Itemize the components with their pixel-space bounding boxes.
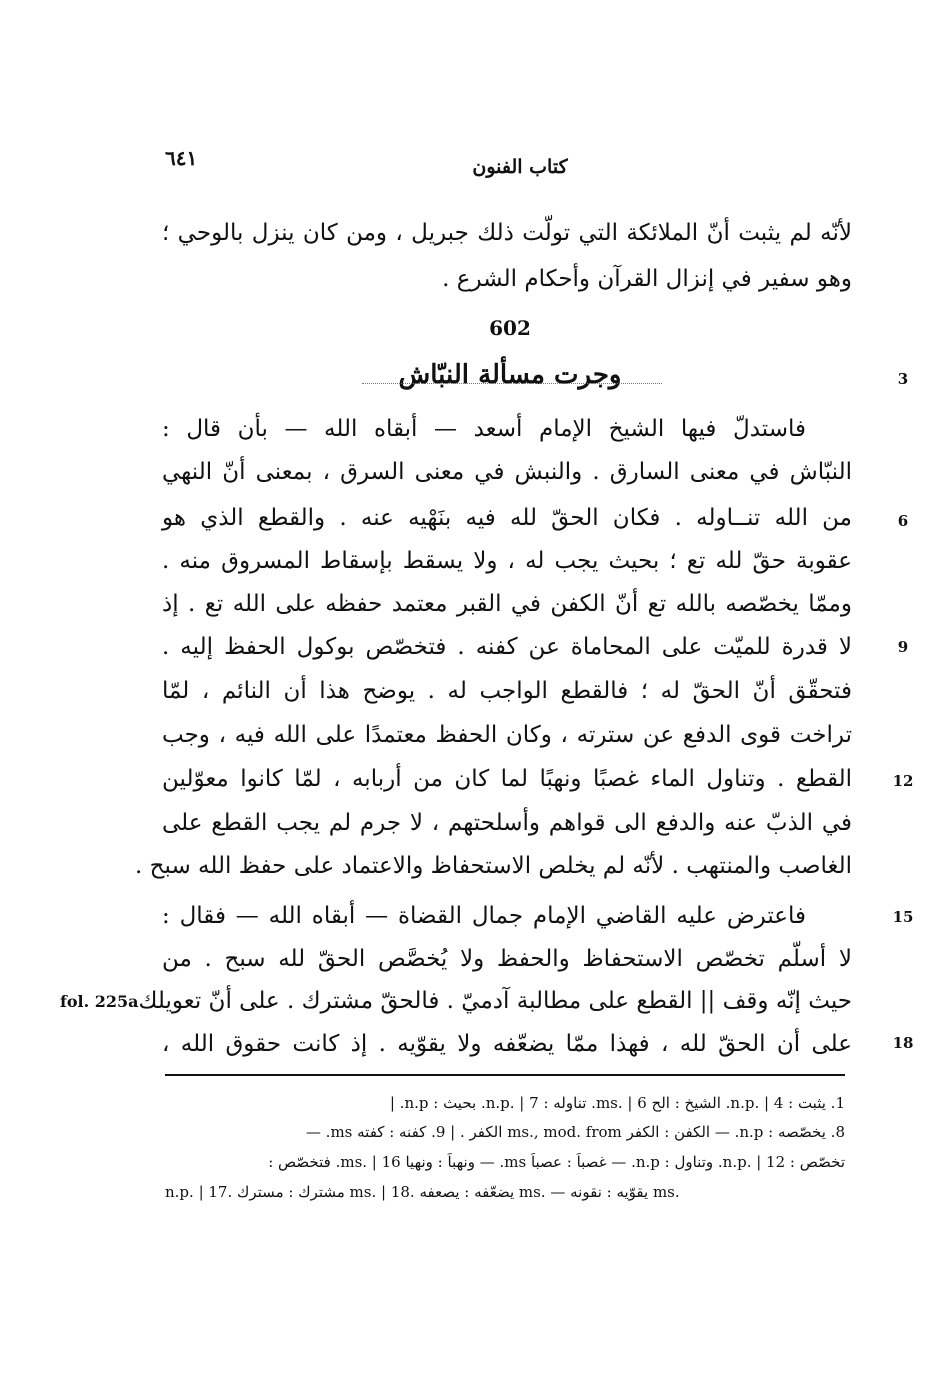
body-line-12: فاعترض عليه القاضي الإمام جمال القضاة — أبقاه الله — فقال :: [162, 903, 806, 929]
line-number: 9: [897, 638, 909, 656]
body-line-8: تراخت قوى الدفع عن سترته ، وكان الحفظ معتمدًا على الله فيه ، وجب: [162, 722, 852, 748]
body-line-2: النبّاش في معنى السارق . والنبش في معنى السرق ، بمعنى أنّ النهي: [162, 459, 852, 485]
body-line-13: لا أسلّم تخصّص الاستحفاظ والحفظ ولا يُخصَّص الحقّ لله سبح . من: [162, 946, 852, 972]
body-line-3: من الله تنــاوله . فكان الحقّ لله فيه بنَهْيه عنه . والقطع الذي هو: [162, 505, 852, 531]
body-line-10: في الذبّ عنه والدفع الى قواهم وأسلحتهم ، لا جرم لم يجب القطع على: [162, 810, 852, 836]
body-line-6: لا قدرة للميّت على المحاماة عن كفنه . فتخصّص بوكول الحفظ إليه .: [162, 634, 852, 660]
line-number: 12: [892, 772, 914, 790]
body-line-1: فاستدلّ فيها الشيخ الإمام أسعد — أبقاه الله — بأن قال :: [162, 416, 806, 442]
section-title: وجرت مسألة النبّاش: [398, 360, 622, 390]
footnote-rule: [165, 1074, 845, 1076]
line-number: 3: [897, 370, 909, 388]
body-line-7: فتحقّق أنّ الحقّ له ؛ فالقطع الواجب له . يوضح هذا أن النائم ، لمّا: [162, 678, 852, 704]
body-line-14: حيث إنّه وقف || القطع على مطالبة آدميّ . فالحقّ مشترك . على أنّ تعويلك: [138, 988, 852, 1014]
section-title-rule: [362, 383, 662, 384]
body-line-11: الغاصب والمنتهب . لأنّه لم يخلص الاستحفاظ والاعتماد على حفظ الله سبح .: [135, 853, 852, 879]
body-line-9: القطع . وتناول الماء غصبًا ونهبًا لما كان من أربابه ، لمّا كانوا معوّلين: [162, 766, 852, 792]
body-line-15: على أن الحقّ لله ، فهذا ممّا يضعّفه ولا يقوّيه . إذ كانت حقوق الله ،: [162, 1031, 852, 1057]
body-line-5: وممّا يخصّصه بالله تع أنّ الكفن في القبر معتمد حفظه على الله تع . إذ: [162, 591, 852, 617]
folio-marginal-note: fol. 225a: [60, 992, 139, 1011]
running-title: كتاب الفنون: [472, 156, 568, 178]
line-number: 18: [892, 1034, 914, 1052]
apparatus-line-1: 1. يثبت : n.p. | 4. الشيخ : الح ms. | 6. تناوله : n.p. | 7. بحيث : n.p. |: [389, 1094, 845, 1112]
apparatus-line-3: تخصّص : n.p. | 12. وتناول : n.p. — غصباً : عصباً ms. — ونهباً : ونهيا ms. | 16. فتخصّص :: [268, 1153, 845, 1171]
section-number: 602: [489, 316, 531, 340]
body-line-4: عقوبة حقّ لله تع ؛ بحيث يجب له ، ولا يسقط بإسقاط المسروق منه .: [162, 548, 852, 574]
apparatus-line-4: n.p. | 17. مشترك : مسترك ms. | 18. يضعّفه : يصعفه ms. — يقوّيه : نقونه ms.: [165, 1183, 680, 1201]
line-number: 15: [892, 908, 914, 926]
apparatus-line-2: 8. يخصّصه : n.p. — الكفن : الكفر ms., mod. from الكفر . | 9. كفنه : كفته ms. —: [305, 1123, 845, 1141]
intro-line-1: لأنّه لم يثبت أنّ الملائكة التي تولّت ذلك جبريل ، ومن كان ينزل بالوحي ؛: [162, 220, 852, 246]
page-number: ٦٤١: [165, 146, 198, 170]
intro-line-2: وهو سفير في إنزال القرآن وأحكام الشرع .: [442, 266, 852, 292]
line-number: 6: [897, 512, 909, 530]
